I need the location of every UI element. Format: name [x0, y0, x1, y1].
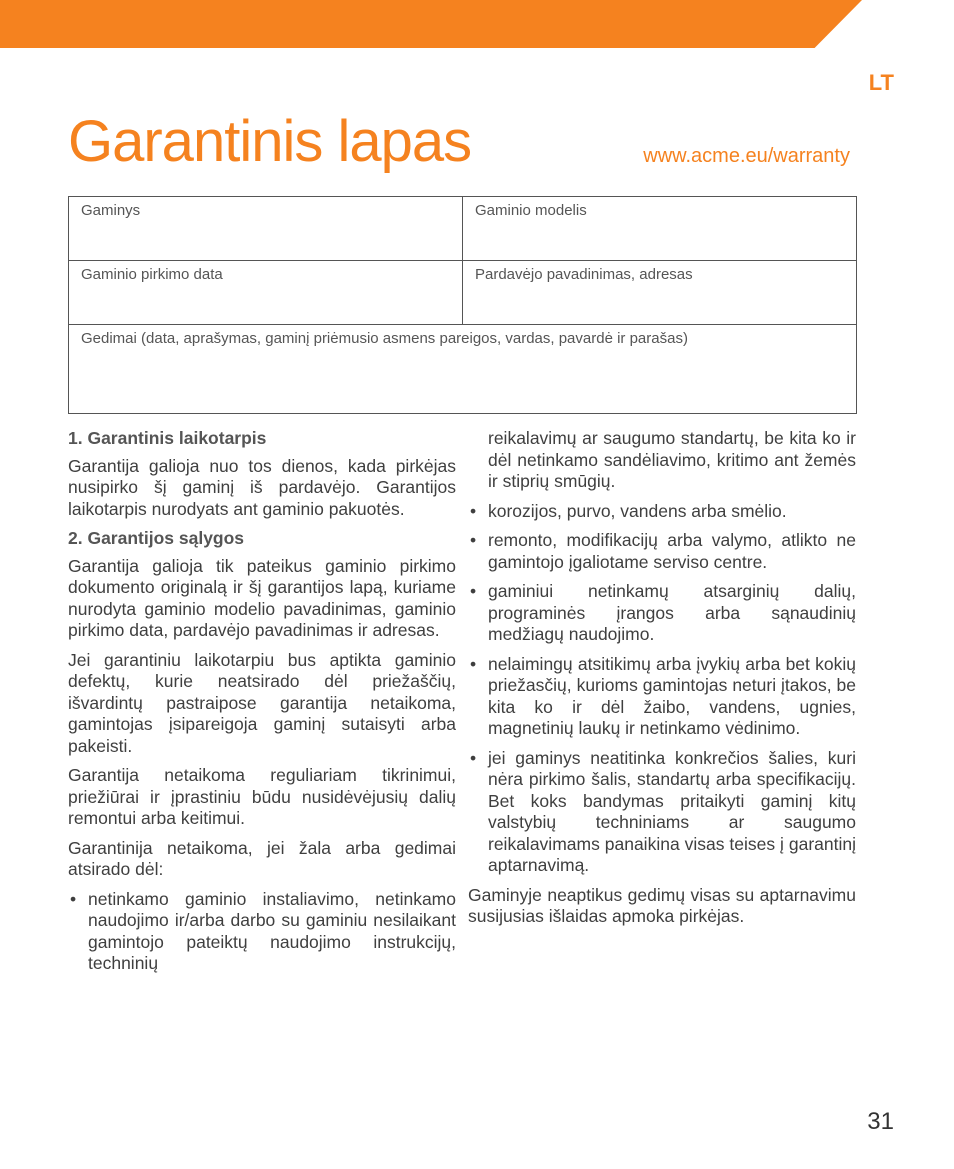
list-item: • jei gaminys neatitinka konkrečios šalies, kuri nėra pirkimo šalis, standartų arba specifikacijų. Bet koks bandymas pritaikyti gaminį kitų valstybių techniniams ar saugumo reikalavimams panaikina visas teises į garantinį aptarnavimą. — [470, 747, 856, 875]
exclusion-list — [68, 889, 456, 975]
section-heading-warranty-conditions: 2. Garantijos sąlygos — [68, 528, 245, 548]
list-item: • korozijos, purvo, vandens arba smėlio. — [470, 500, 787, 521]
list-item: • remonto, modifikacijų arba valymo, atlikto ne gamintojo įgaliotame serviso centre. — [470, 530, 856, 572]
left-column — [68, 428, 456, 983]
warranty-form — [68, 196, 857, 414]
purchase-date-field[interactable]: Gaminio pirkimo data — [69, 261, 463, 325]
defects-field[interactable]: Gedimai (data, aprašymas, gaminį priėmusio asmens pareigos, vardas, pavardė ir parašas) — [69, 325, 857, 414]
page-number: 31 — [867, 1108, 894, 1135]
orange-header-band — [0, 0, 862, 48]
warranty-url: www.acme.eu/warranty — [643, 145, 850, 167]
model-field[interactable]: Gaminio modelis — [463, 197, 857, 261]
bullet-icon: • — [470, 653, 477, 674]
bullet-icon: • — [470, 500, 477, 521]
section-heading-warranty-period: 1. Garantinis laikotarpis — [68, 428, 267, 448]
list-item: • gaminiui netinkamų atsarginių dalių, programinės įrangos arba sąnaudinių medžiagų naudojimo. — [470, 581, 856, 644]
paragraph: Garantija galioja nuo tos dienos, kada pirkėjas nusipirko šį gaminį iš pardavėjo. Garantijos laikotarpis nurodyats ant gaminio pakuotės. — [68, 455, 456, 519]
bullet-icon: • — [470, 581, 477, 601]
product-field[interactable]: Gaminys — [69, 197, 463, 261]
bullet-icon: • — [470, 747, 477, 768]
paragraph: Garantija galioja tik pateikus gaminio pirkimo dokumento originalą ir šį garantijos lapą, kuriame nurodyta gaminio modelio pavadinimas, gaminio pirkimo data, pardavėjo pavadinimas ir adresas. — [68, 555, 456, 640]
paragraph: Garantinija netaikoma, jei žala arba gedimai atsirado dėl: — [68, 837, 456, 879]
paragraph: Garantija netaikoma reguliariam tikrinimui, priežiūrai ir įprastiniu būdu nusidėvėjusių dalių remontui arba keitimui. — [68, 765, 456, 828]
exclusion-list — [468, 501, 856, 877]
list-item-continuation: reikalavimų ar saugumo standartų, be kita ko ir dėl netinkamo sandėliavimo, kritimo ant žemės ir stiprių smūgių. — [488, 428, 856, 491]
language-code: LT — [868, 70, 894, 95]
list-item: • netinkamo gaminio instaliavimo, netinkamo naudojimo ir/arba darbo su gaminiu nesilaikant gamintojo pateiktų naudojimo instrukcijų, techninių — [70, 888, 456, 973]
paragraph: Jei garantiniu laikotarpiu bus aptikta gaminio defektų, kurie neatsirado dėl priežaščių, išvardintų pastraipose garantija netaikoma, gamintojas įsipareigoja gaminį sutaisyti arba pakeisti. — [68, 649, 456, 756]
bullet-icon: • — [70, 888, 77, 909]
closing-paragraph: Gaminyje neaptikus gedimų visas su aptarnavimu susijusias išlaidas apmoka pirkėjas. — [468, 884, 856, 926]
right-column — [468, 428, 856, 936]
seller-field[interactable]: Pardavėjo pavadinimas, adresas — [463, 261, 857, 325]
bullet-icon: • — [470, 530, 477, 550]
page-title: Garantinis lapas — [68, 109, 472, 174]
list-item: • nelaimingų atsitikimų arba įvykių arba bet kokių priežasčių, kurioms gamintojas neturi įtakos, be kita ko ir dėl žaibo, vandens, ugnies, magnetinių laukų ir netinkamo vėdinimo. — [470, 653, 856, 738]
